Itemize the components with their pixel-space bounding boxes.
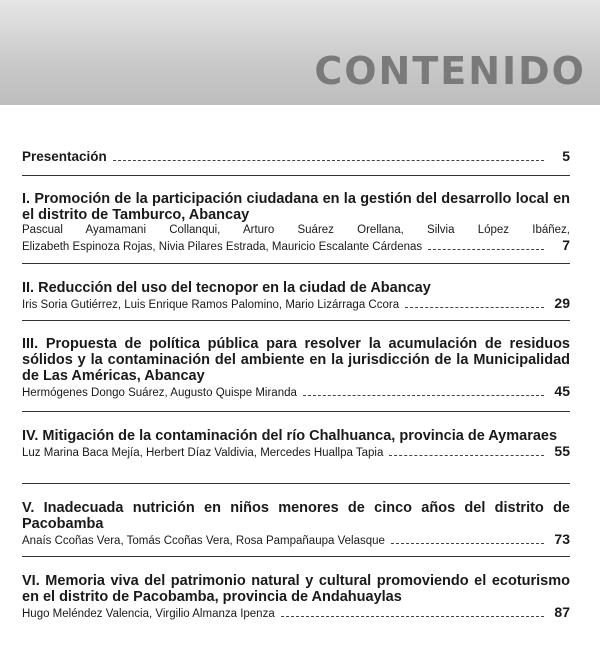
dot-leader [281,615,544,617]
dot-leader [113,159,544,161]
toc-page-number: 73 [554,531,570,547]
toc-entry-authors: Luz Marina Baca Mejía, Herbert Díaz Valdivia, Mercedes Huallpa Tapia [22,447,384,459]
divider [22,411,570,412]
toc-entry-title: I. Promoción de la participación ciudadana en la gestión del desarrollo local en el distrito de Tamburco, Abancay [22,191,570,223]
toc-entry[interactable] [22,428,570,461]
dot-leader [391,542,544,544]
page-title: CONTENIDO [314,49,586,93]
divider [22,556,570,557]
dot-leader [303,394,544,396]
toc-entry-title: V. Inadecuada nutrición en niños menores de cinco años del distrito de Pacobamba [22,500,570,532]
toc-entry-authors-row [22,605,570,622]
toc-entry-authors: Pascual Ayamamani Collanqui, Arturo Suárez Orellana, Silvia López Ibáñez, [22,224,570,236]
toc-entry-title: II. Reducción del uso del tecnopor en la ciudad de Abancay [22,280,431,296]
divider [22,483,570,484]
toc-page-number: 87 [554,604,570,620]
dot-leader [428,248,544,250]
toc-entry-authors-row [22,223,570,238]
toc-entry-presentacion[interactable] [22,148,570,165]
toc-entry[interactable] [22,191,570,255]
toc-entry-authors: Iris Soria Gutiérrez, Luis Enrique Ramos Palomino, Mario Lizárraga Ccora [22,299,400,311]
toc-entry-title: VI. Memoria viva del patrimonio natural y cultural promoviendo el ecoturismo en el distrito de Pacobamba, provincia de Andahuaylas [22,573,570,605]
toc-entry[interactable] [22,573,570,622]
toc-page-number: 5 [562,148,570,164]
toc-entry-title: IV. Mitigación de la contaminación del río Chalhuanca, provincia de Aymaraes [22,428,558,444]
toc-page-number: 29 [554,295,570,311]
toc-entry-authors-row [22,532,570,549]
toc-entry-title: Presentación [22,149,107,164]
toc-entry-authors: Elizabeth Espinoza Rojas, Nivia Pilares Estrada, Mauricio Escalante Cárdenas [22,241,423,253]
divider [22,263,570,264]
toc-entry-authors: Hugo Meléndez Valencia, Virgilio Almanza Ipenza [22,608,275,620]
toc-entry-authors: Anaís Ccoñas Vera, Tomás Ccoñas Vera, Rosa Pampañaupa Velasque [22,535,385,547]
toc-entry[interactable] [22,336,570,401]
toc-entry-authors-row [22,296,570,313]
toc-entry-title: III. Propuesta de política pública para resolver la acumulación de residuos sólidos y la contaminación del ambiente en la jurisdicción de la Municipalidad de Las Américas, Abancay [22,336,570,384]
toc-entry[interactable] [22,280,570,313]
toc-entry-authors-row [22,444,570,461]
toc-entry-authors-row [22,238,570,255]
toc-page-number: 55 [554,443,570,459]
toc-entry-authors-row [22,384,570,401]
toc-page-number: 7 [562,237,570,253]
divider [22,175,570,176]
header-band [0,0,600,105]
dot-leader [389,454,544,456]
toc-entry[interactable] [22,500,570,549]
toc-entry-authors: Hermógenes Dongo Suárez, Augusto Quispe Miranda [22,387,297,399]
divider [22,320,570,321]
toc-page-number: 45 [554,383,570,399]
dot-leader [405,306,544,308]
